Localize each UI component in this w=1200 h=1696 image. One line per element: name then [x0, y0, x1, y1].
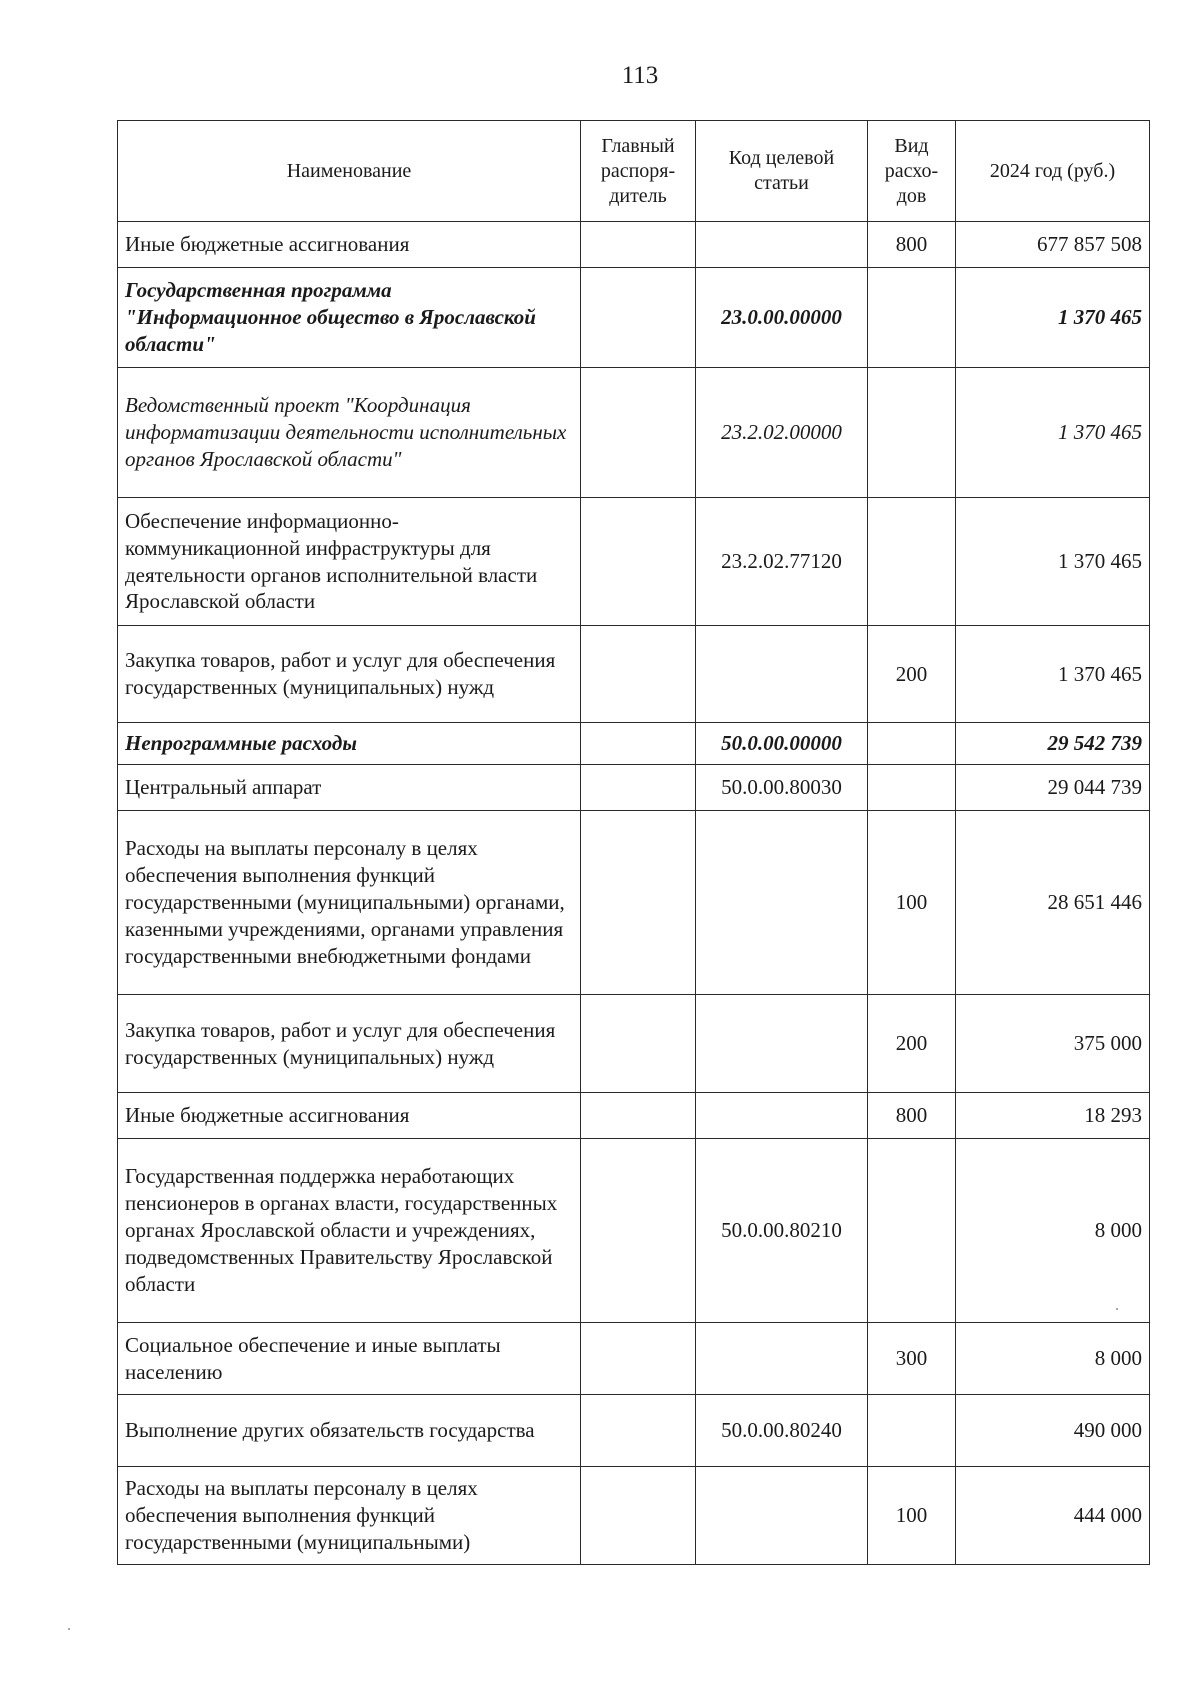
row-name-cell: Центральный аппарат: [118, 765, 581, 811]
row-code-cell: 50.0.00.80240: [696, 1395, 868, 1467]
table-row: [118, 1395, 1150, 1467]
row-amount-cell: 677 857 508: [956, 222, 1150, 268]
table-row: [118, 1093, 1150, 1139]
row-manager-cell: [581, 1093, 696, 1139]
row-code-cell: [696, 1467, 868, 1565]
row-code-cell: [696, 811, 868, 995]
header-row: [118, 121, 1150, 222]
row-code-cell: [696, 995, 868, 1093]
row-type-cell: 300: [868, 1323, 956, 1395]
row-amount-cell: 1 370 465: [956, 626, 1150, 723]
table-row: [118, 498, 1150, 626]
row-type-cell: [868, 268, 956, 368]
row-type-cell: [868, 368, 956, 498]
row-manager-cell: [581, 268, 696, 368]
row-manager-cell: [581, 1323, 696, 1395]
row-name-cell: Иные бюджетные ассигнования: [118, 1093, 581, 1139]
row-type-cell: [868, 498, 956, 626]
row-name-cell: Обеспечение информационно-коммуникационной инфраструктуры для деятельности органов исполнительной власти Ярославской области: [118, 498, 581, 626]
row-name-cell: Государственная поддержка неработающих пенсионеров в органах власти, государственных органах Ярославской области и учреждениях, подведомственных Правительству Ярославской области: [118, 1139, 581, 1323]
row-code-cell: [696, 222, 868, 268]
row-manager-cell: [581, 1395, 696, 1467]
row-amount-cell: 29 044 739: [956, 765, 1150, 811]
row-code-cell: 23.2.02.00000: [696, 368, 868, 498]
table-row: [118, 995, 1150, 1093]
row-amount-cell: 8 000: [956, 1323, 1150, 1395]
header-code: Код целевой статьи: [696, 121, 868, 222]
row-type-cell: 200: [868, 626, 956, 723]
row-type-cell: 200: [868, 995, 956, 1093]
header-name: Наименование: [118, 121, 581, 222]
header-type: Вид расхо-дов: [868, 121, 956, 222]
table-row: [118, 765, 1150, 811]
row-name-cell: Государственная программа "Информационное общество в Ярославской области": [118, 268, 581, 368]
row-name-cell: Непрограммные расходы: [118, 723, 581, 765]
row-type-cell: 800: [868, 1093, 956, 1139]
row-name-cell: Расходы на выплаты персоналу в целях обеспечения выполнения функций государственными (муниципальными): [118, 1467, 581, 1565]
table-row: [118, 1139, 1150, 1323]
row-name-cell: Закупка товаров, работ и услуг для обеспечения государственных (муниципальных) нужд: [118, 626, 581, 723]
row-type-cell: [868, 765, 956, 811]
row-amount-cell: 490 000: [956, 1395, 1150, 1467]
scan-speck: [68, 1628, 70, 1630]
row-name-cell: Иные бюджетные ассигнования: [118, 222, 581, 268]
row-amount-cell: 18 293: [956, 1093, 1150, 1139]
row-amount-cell: 8 000: [956, 1139, 1150, 1323]
row-type-cell: [868, 1395, 956, 1467]
table-row: [118, 811, 1150, 995]
row-amount-cell: 444 000: [956, 1467, 1150, 1565]
row-amount-cell: 29 542 739: [956, 723, 1150, 765]
row-amount-cell: 1 370 465: [956, 268, 1150, 368]
table-row: [118, 1467, 1150, 1565]
row-type-cell: [868, 723, 956, 765]
row-code-cell: 50.0.00.80210: [696, 1139, 868, 1323]
table-body: [118, 222, 1150, 1565]
row-name-cell: Социальное обеспечение и иные выплаты населению: [118, 1323, 581, 1395]
row-type-cell: 100: [868, 1467, 956, 1565]
budget-table: [117, 120, 1150, 1565]
row-code-cell: [696, 626, 868, 723]
header-manager: Главный распоря-дитель: [581, 121, 696, 222]
row-manager-cell: [581, 723, 696, 765]
table-header: [118, 121, 1150, 222]
row-manager-cell: [581, 626, 696, 723]
row-code-cell: [696, 1093, 868, 1139]
table-row: [118, 268, 1150, 368]
row-type-cell: 800: [868, 222, 956, 268]
row-manager-cell: [581, 995, 696, 1093]
row-amount-cell: 1 370 465: [956, 498, 1150, 626]
header-amount: 2024 год (руб.): [956, 121, 1150, 222]
row-amount-cell: 375 000: [956, 995, 1150, 1093]
row-manager-cell: [581, 1139, 696, 1323]
row-amount-cell: 1 370 465: [956, 368, 1150, 498]
table-row: [118, 1323, 1150, 1395]
row-manager-cell: [581, 765, 696, 811]
row-amount-cell: 28 651 446: [956, 811, 1150, 995]
row-code-cell: 23.2.02.77120: [696, 498, 868, 626]
row-name-cell: Выполнение других обязательств государства: [118, 1395, 581, 1467]
page-number: 113: [621, 62, 659, 89]
table-row: [118, 368, 1150, 498]
row-manager-cell: [581, 498, 696, 626]
scan-speck: [1116, 1308, 1118, 1310]
table-row: [118, 222, 1150, 268]
row-manager-cell: [581, 1467, 696, 1565]
row-manager-cell: [581, 222, 696, 268]
table-row: [118, 626, 1150, 723]
row-name-cell: Расходы на выплаты персоналу в целях обеспечения выполнения функций государственными (муниципальными) органами, казенными учреждениями, органами управления государственными внебюджетными фондами: [118, 811, 581, 995]
row-type-cell: [868, 1139, 956, 1323]
row-name-cell: Ведомственный проект "Координация информатизации деятельности исполнительных органов Ярославской области": [118, 368, 581, 498]
row-name-cell: Закупка товаров, работ и услуг для обеспечения государственных (муниципальных) нужд: [118, 995, 581, 1093]
row-type-cell: 100: [868, 811, 956, 995]
table-row: [118, 723, 1150, 765]
row-manager-cell: [581, 811, 696, 995]
row-code-cell: 50.0.00.00000: [696, 723, 868, 765]
row-manager-cell: [581, 368, 696, 498]
row-code-cell: 23.0.00.00000: [696, 268, 868, 368]
row-code-cell: 50.0.00.80030: [696, 765, 868, 811]
row-code-cell: [696, 1323, 868, 1395]
